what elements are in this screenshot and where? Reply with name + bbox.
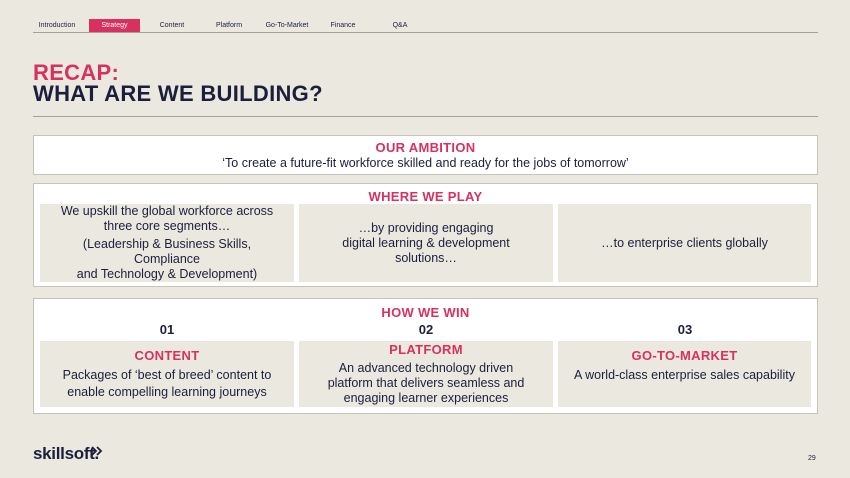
ambition-heading: OUR AMBITION — [375, 140, 476, 155]
play-cell-segments — [40, 204, 294, 282]
play-cell-line: solutions… — [395, 250, 457, 265]
how-we-win-panel — [33, 298, 818, 414]
win-cell-platform — [299, 341, 553, 407]
play-cell-line: Compliance — [133, 252, 200, 266]
nav-tab-introduction[interactable]: Introduction — [38, 22, 76, 29]
nav-tab-platform[interactable]: Platform — [215, 22, 243, 29]
play-cell-learning — [299, 204, 553, 282]
nav-tab-strategy[interactable]: Strategy — [89, 19, 140, 32]
how-we-win-heading: HOW WE WIN — [381, 305, 470, 320]
nav-tab-finance[interactable]: Finance — [330, 22, 356, 29]
play-cell-line: three core segments… — [103, 219, 231, 233]
win-title-platform: PLATFORM — [389, 341, 463, 357]
win-number-01: 01 — [159, 322, 175, 337]
where-we-play-panel — [33, 183, 818, 287]
page-number: 29 — [808, 455, 816, 462]
win-cell-line: enable compelling learning journeys — [67, 384, 267, 399]
slide-title-recap: RECAP: — [33, 60, 120, 85]
win-number-02: 02 — [418, 322, 434, 337]
win-title-go-to-market: GO-TO-MARKET — [631, 348, 738, 363]
win-cell-content — [40, 341, 294, 407]
nav-tab-qa[interactable]: Q&A — [392, 22, 408, 29]
nav-tab-go-to-market[interactable]: Go-To-Market — [265, 22, 309, 29]
play-cell-line: and Technology & Development) — [76, 267, 258, 281]
slide-title: WHAT ARE WE BUILDING? — [33, 81, 323, 106]
where-we-play-heading: WHERE WE PLAY — [368, 189, 483, 204]
win-cell-line: platform that delivers seamless and — [327, 376, 525, 391]
win-number-03: 03 — [677, 322, 693, 337]
logo-chevrons-icon — [91, 446, 103, 456]
play-cell-line: …by providing engaging — [358, 220, 494, 235]
ambition-panel — [33, 135, 818, 175]
title-divider — [33, 116, 818, 117]
win-cell-line: A world-class enterprise sales capability — [574, 367, 795, 382]
play-cell-line: digital learning & development — [342, 235, 510, 250]
nav-tab-content[interactable]: Content — [159, 22, 185, 29]
win-cell-line: engaging learner experiences — [343, 391, 509, 406]
skillsoft-logo: skillsoft. — [33, 444, 99, 463]
play-cell-line: We upskill the global workforce across — [60, 204, 274, 218]
ambition-statement: ‘To create a future-fit workforce skilled and ready for the jobs of tomorrow’ — [222, 156, 629, 170]
win-cell-line: An advanced technology driven — [338, 361, 514, 376]
play-cell-line: …to enterprise clients globally — [601, 235, 768, 250]
play-cell-clients — [558, 204, 811, 282]
section-nav — [33, 18, 818, 33]
win-cell-line: Packages of ‘best of breed’ content to — [62, 367, 272, 382]
play-cell-line: (Leadership & Business Skills, — [82, 237, 252, 251]
win-title-content: CONTENT — [134, 348, 200, 364]
win-cell-go-to-market — [558, 341, 811, 407]
